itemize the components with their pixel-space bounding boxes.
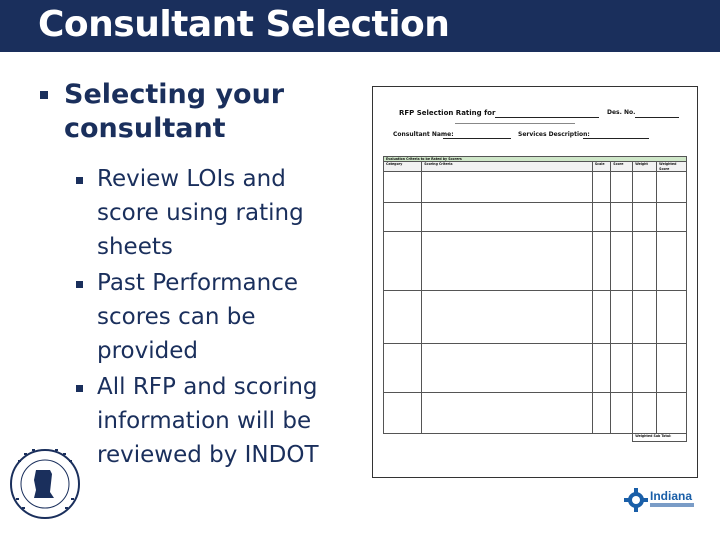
table-row xyxy=(384,232,687,291)
main-bullet: Selecting your consultant xyxy=(64,79,285,144)
services-description-label: Services Description: xyxy=(518,131,590,138)
des-no-label: Des. No. xyxy=(607,109,636,116)
sub-bullet-1: Review LOIs and score using rating sheets xyxy=(97,166,304,260)
sub-bullet-3: All RFP and scoring information will be reviewed by INDOT xyxy=(97,374,319,468)
column-header: Scoring Criteria xyxy=(422,162,593,172)
sub-bullet-2: Past Performance scores can be provided xyxy=(97,270,298,364)
evaluation-table xyxy=(383,156,687,442)
slide-title: Consultant Selection xyxy=(38,4,450,45)
column-header: Weight xyxy=(633,162,657,172)
rating-sheet-title: RFP Selection Rating for xyxy=(399,109,496,117)
indiana-logo-text: Indiana xyxy=(650,489,693,503)
column-header: Weighted Score xyxy=(657,162,687,172)
table-row xyxy=(384,291,687,344)
consultant-name-label: Consultant Name: xyxy=(393,131,454,138)
gear-icon xyxy=(624,488,648,512)
rating-sheet-image xyxy=(372,86,698,478)
evaluation-table-header: Evaluation Criteria to be Rated by Scorers xyxy=(384,157,687,162)
table-row xyxy=(384,393,687,434)
column-header: Category xyxy=(384,162,422,172)
indot-seal-icon xyxy=(8,440,82,524)
weighted-subtotal-label: Weighted Sub Total: xyxy=(633,434,687,442)
bullet-square-icon xyxy=(40,91,48,99)
bullet-square-icon xyxy=(76,385,83,392)
title-bar xyxy=(0,0,720,52)
table-row xyxy=(384,434,687,442)
table-row xyxy=(384,203,687,232)
rating-sheet-header xyxy=(373,87,697,157)
table-row xyxy=(384,344,687,393)
table-row xyxy=(384,172,687,203)
column-header: Score xyxy=(611,162,633,172)
bullet-square-icon xyxy=(76,177,83,184)
indiana-logo-tagline xyxy=(650,503,694,507)
column-header: Scale xyxy=(592,162,610,172)
bullet-square-icon xyxy=(76,281,83,288)
